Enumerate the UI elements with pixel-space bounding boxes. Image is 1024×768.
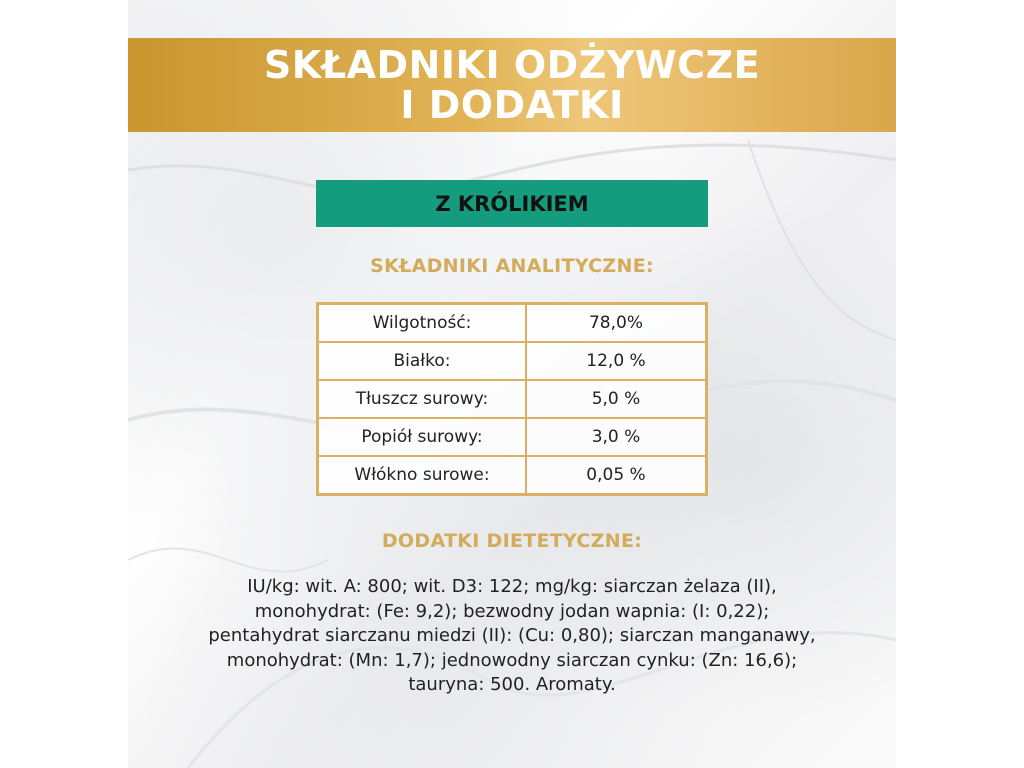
row-value: 12,0 % [526,342,707,380]
row-value: 78,0% [526,304,707,343]
header-banner [128,38,896,132]
table-row [318,342,707,380]
table-row [318,456,707,495]
additives-text: IU/kg: wit. A: 800; wit. D3: 122; mg/kg: siarczan żelaza (II), monohydrat: (Fe: 9,2); bezwodny jodan wapnia: (I: 0,22); pentahydrat siarczanu miedzi (II): (Cu: 0,80); siarczan manganawy, monohydrat: (Mn: 1,7); jednowodny siarczan cynku: (Zn: 16,6); tauryna: 500. Aromaty. [208,576,816,695]
row-name: Białko: [318,342,527,380]
row-value: 0,05 % [526,456,707,495]
banner-title-line2: I DODATKI [400,83,624,127]
banner-title-line1: SKŁADNIKI ODŻYWCZE [263,43,761,87]
row-name: Wilgotność: [318,304,527,343]
row-name: Włókno surowe: [318,456,527,495]
flavor-label [316,180,708,227]
analytic-title: SKŁADNIKI ANALITYCZNE: [370,255,654,277]
table-row [318,380,707,418]
row-value: 5,0 % [526,380,707,418]
additives-title: DODATKI DIETETYCZNE: [381,530,643,552]
table-row [318,304,707,343]
row-value: 3,0 % [526,418,707,456]
table-row [318,418,707,456]
row-name: Popiół surowy: [318,418,527,456]
row-name: Tłuszcz surowy: [318,380,527,418]
analytic-table [316,302,708,496]
nutrition-panel [128,0,896,768]
flavor-text: Z KRÓLIKIEM [435,191,589,216]
